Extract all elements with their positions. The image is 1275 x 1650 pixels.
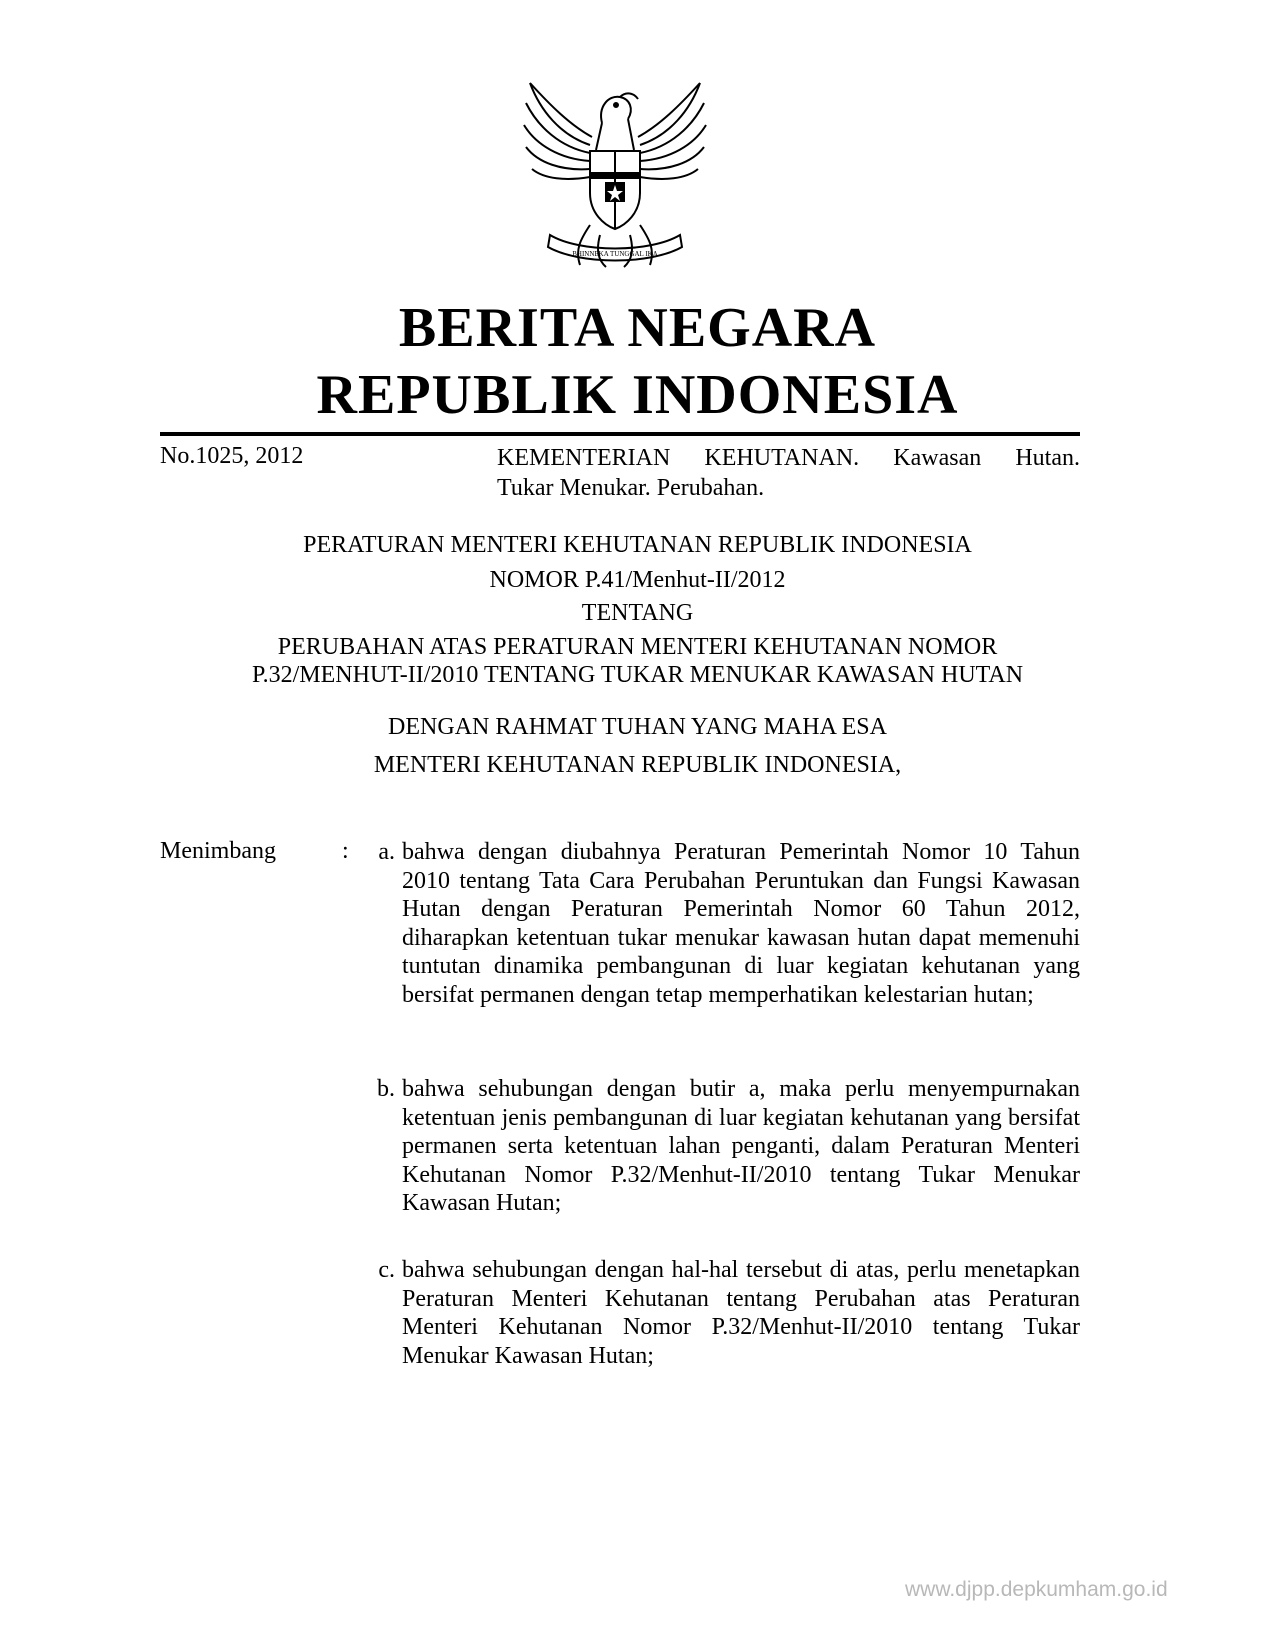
considering-label: Menimbang [160, 838, 276, 864]
item-text: bahwa sehubungan dengan hal-hal tersebut di atas, perlu menetapkan Peraturan Menteri Kehutanan tentang Perubahan atas Peraturan Menteri Kehutanan Nomor P.32/Menhut-II/2010 tentang Tukar Menukar Kawasan Hutan; [402, 1257, 1080, 1369]
preamble-blessing: DENGAN RAHMAT TUHAN YANG MAHA ESA [388, 714, 887, 740]
garuda-emblem-icon [520, 75, 710, 275]
emblem-motto: BHINNEKA TUNGGAL IKA [572, 250, 658, 258]
regulation-about: TENTANG [581, 600, 694, 626]
regulation-title: PERATURAN MENTERI KEHUTANAN REPUBLIK INDONESIA [303, 532, 972, 558]
header-divider [160, 432, 1080, 436]
gazette-subject-line: Tukar Menukar. Perubahan. [497, 475, 765, 501]
considering-item [365, 1075, 1080, 1218]
gazette-subject [497, 443, 1080, 503]
gazette-subject-line: KEMENTERIAN KEHUTANAN. Kawasan Hutan. [497, 445, 1080, 471]
considering-colon: : [342, 838, 349, 864]
footer-url: www.djpp.depkumham.go.id [905, 1578, 1168, 1601]
item-marker: b. [377, 1076, 395, 1102]
regulation-subject: P.32/MENHUT-II/2010 TENTANG TUKAR MENUKAR KAWASAN HUTAN [251, 662, 1024, 688]
preamble-minister: MENTERI KEHUTANAN REPUBLIK INDONESIA, [373, 752, 902, 778]
item-marker: a. [378, 839, 395, 865]
considering-item [365, 1256, 1080, 1370]
item-text: bahwa sehubungan dengan butir a, maka perlu menyempurnakan ketentuan jenis pembangunan di luar kegiatan kehutanan yang bersifat permanen serta ketentuan lahan penganti, dalam Peraturan Menteri Kehutanan Nomor P.32/Menhut-II/2010 tentang Tukar Menukar Kawasan Hutan; [402, 1076, 1080, 1217]
item-text: bahwa dengan diubahnya Peraturan Pemerintah Nomor 10 Tahun 2010 tentang Tata Cara Perubahan Peruntukan dan Fungsi Kawasan Hutan dengan Peraturan Pemerintah Nomor 60 Tahun 2012, diharapkan ketentuan tukar menukar kawasan hutan dapat memenuhi tuntutan dinamika pembangunan di luar kegiatan kehutanan yang bersifat permanen dengan tetap memperhatikan kelestarian hutan; [402, 839, 1080, 1008]
gazette-number: No.1025, 2012 [160, 443, 304, 469]
regulation-subject: PERUBAHAN ATAS PERATURAN MENTERI KEHUTANAN NOMOR [277, 634, 998, 660]
masthead-title: BERITA NEGARA [398, 297, 877, 359]
considering-item [365, 838, 1080, 1010]
regulation-number: NOMOR P.41/Menhut-II/2012 [489, 567, 786, 593]
masthead-subtitle: REPUBLIK INDONESIA [316, 364, 959, 426]
item-marker: c. [378, 1257, 395, 1283]
